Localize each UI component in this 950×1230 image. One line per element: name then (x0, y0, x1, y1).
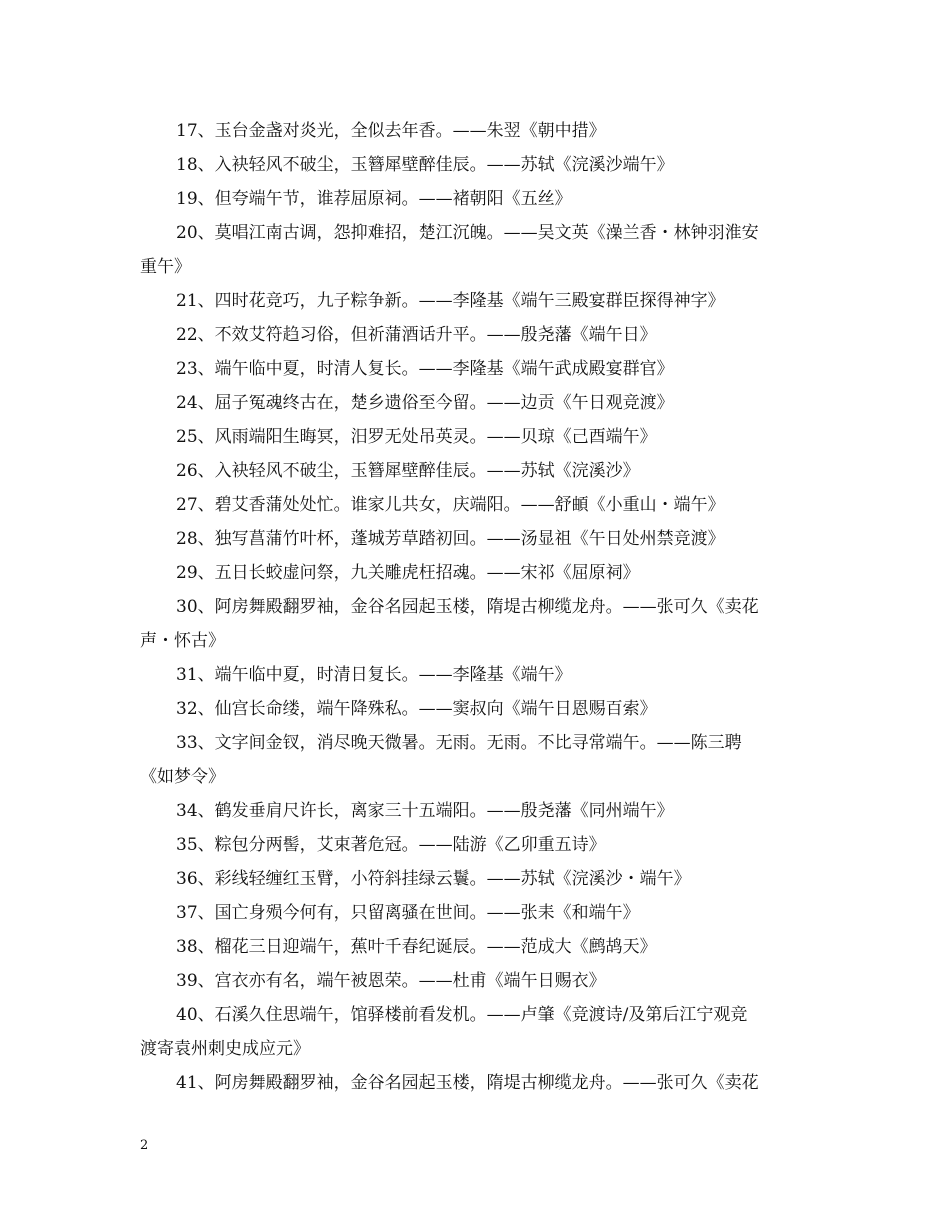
quote-line: 24、屈子冤魂终古在，楚乡遗俗至今留。——边贡《午日观竞渡》 (176, 393, 674, 413)
quote-line: 26、入袂轻风不破尘，玉簪犀壁醉佳辰。——苏轼《浣溪沙》 (176, 461, 640, 481)
quote-line: 21、四时花竞巧，九子粽争新。——李隆基《端午三殿宴群臣探得神字》 (176, 291, 725, 311)
quote-line: 37、国亡身殒今何有，只留离骚在世间。——张耒《和端午》 (176, 903, 640, 923)
quote-line-continuation: 重午》 (140, 257, 191, 277)
quote-line: 30、阿房舞殿翻罗袖，金谷名园起玉楼，隋堤古柳缆龙舟。——张可久《卖花 (176, 597, 759, 617)
quote-line-continuation: 《如梦令》 (140, 767, 225, 787)
quote-line: 23、端午临中夏，时清人复长。——李隆基《端午武成殿宴群官》 (176, 359, 674, 379)
quote-line-continuation: 渡寄袁州刺史成应元》 (140, 1039, 310, 1059)
quote-line: 39、宫衣亦有名，端午被恩荣。——杜甫《端午日赐衣》 (176, 971, 606, 991)
quote-line: 36、彩线轻缠红玉臂，小符斜挂绿云鬟。——苏轼《浣溪沙・端午》 (176, 869, 691, 889)
quote-line: 22、不效艾符趋习俗，但祈蒲酒话升平。——殷尧藩《端午日》 (176, 325, 657, 345)
quote-line: 34、鹤发垂肩尺许长，离家三十五端阳。——殷尧藩《同州端午》 (176, 801, 674, 821)
quote-line: 17、玉台金盏对炎光，全似去年香。——朱翌《朝中措》 (176, 121, 606, 141)
quote-line: 38、榴花三日迎端午，蕉叶千春纪诞辰。——范成大《鹧鸪天》 (176, 937, 657, 957)
quote-line: 27、碧艾香蒲处处忙。谁家儿共女，庆端阳。——舒頔《小重山・端午》 (176, 495, 725, 515)
quote-line: 18、入袂轻风不破尘，玉簪犀壁醉佳辰。——苏轼《浣溪沙端午》 (176, 155, 674, 175)
quote-line: 40、石溪久住思端午，馆驿楼前看发机。——卢肇《竞渡诗/及第后江宁观竞 (176, 1005, 748, 1025)
quote-line: 33、文字间金钗，消尽晚天微暑。无雨。无雨。不比寻常端午。——陈三聘 (176, 733, 742, 753)
quote-line: 28、独写菖蒲竹叶杯，蓬城芳草踏初回。——汤显祖《午日处州禁竞渡》 (176, 529, 725, 549)
page-number: 2 (140, 1138, 149, 1153)
quote-line-continuation: 声・怀古》 (140, 631, 225, 651)
quote-line: 25、风雨端阳生晦冥，汨罗无处吊英灵。——贝琼《己酉端午》 (176, 427, 657, 447)
quote-line: 29、五日长蛟虚问祭，九关雕虎枉招魂。——宋祁《屈原祠》 (176, 563, 640, 583)
quote-line: 41、阿房舞殿翻罗袖，金谷名园起玉楼，隋堤古柳缆龙舟。——张可久《卖花 (176, 1073, 759, 1093)
poem-list (140, 114, 812, 1100)
quote-line: 35、粽包分两髻，艾束著危冠。——陆游《乙卯重五诗》 (176, 835, 606, 855)
quote-line: 31、端午临中夏，时清日复长。——李隆基《端午》 (176, 665, 572, 685)
quote-line: 19、但夸端午节，谁荐屈原祠。——褚朝阳《五丝》 (176, 189, 572, 209)
quote-line: 20、莫唱江南古调，怨抑难招，楚江沉魄。——吴文英《澡兰香・林钟羽淮安 (176, 223, 759, 243)
quote-line: 32、仙宫长命缕，端午降殊私。——窦叔向《端午日恩赐百索》 (176, 699, 657, 719)
